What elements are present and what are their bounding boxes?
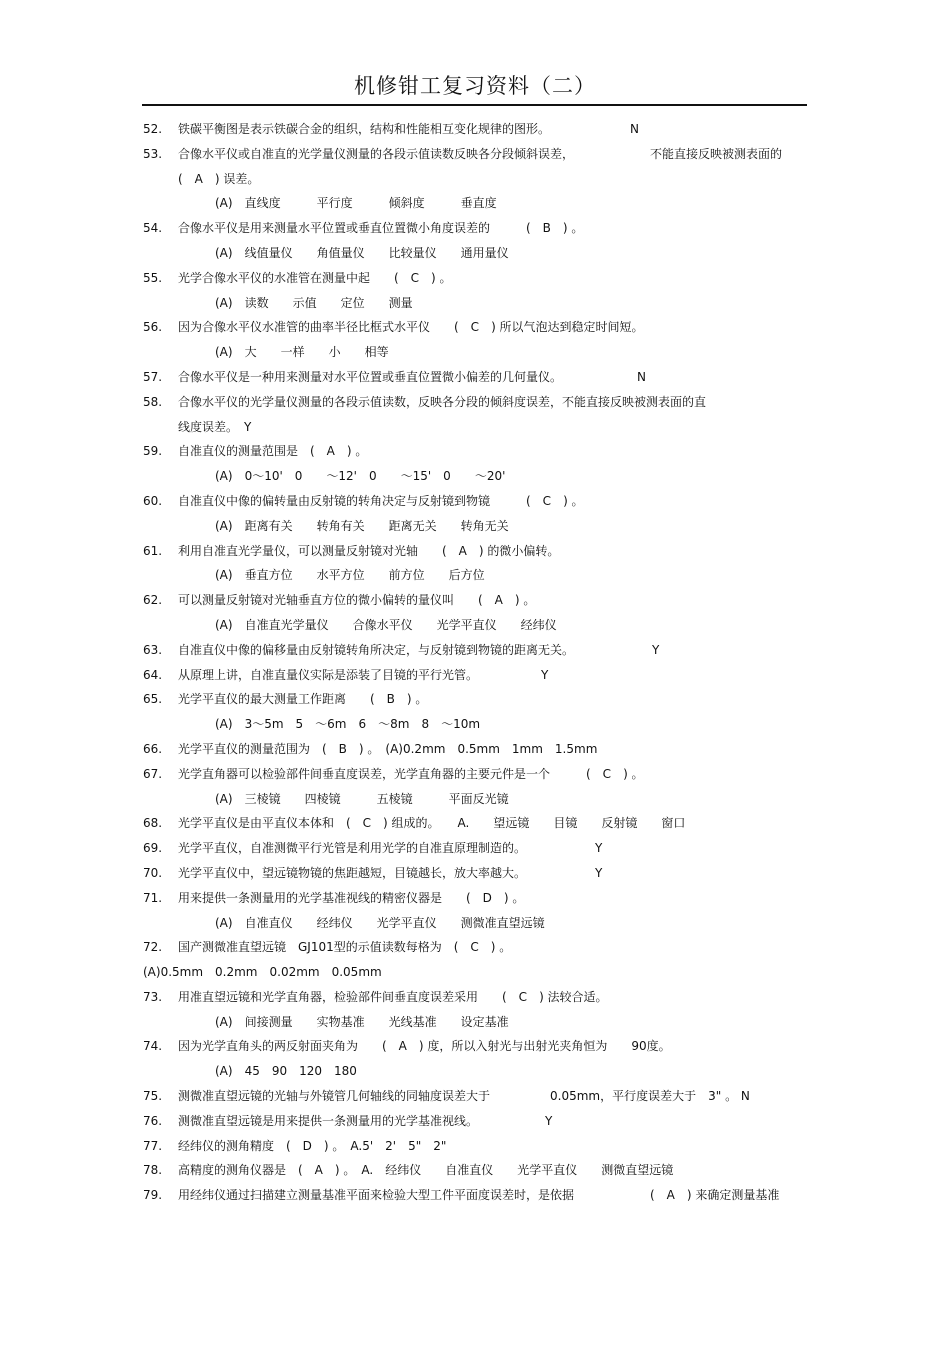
options-line [0, 464, 950, 489]
answer-options: (A) 自准直仪 经纬仪 光学平直仪 测微准直望远镜 [215, 915, 545, 930]
answer-options: (A) 45 90 120 180 [215, 1064, 357, 1079]
options-line [0, 191, 950, 216]
document-title: 机修钳工复习资料（二） [354, 74, 596, 98]
question-line [0, 1134, 950, 1159]
question-text: 光学平直仪中，望远镜物镜的焦距越短，目镜越长，放大率越大。 [178, 865, 527, 880]
question-line [0, 142, 950, 167]
answer-mark: Y [545, 1113, 553, 1128]
continuation-line [0, 167, 950, 192]
question-line [0, 439, 950, 464]
question-line [0, 886, 950, 911]
answer-mark: Y [541, 667, 549, 682]
question-number: 69. [143, 841, 163, 856]
question-number: 75. [143, 1089, 163, 1104]
answer-mark: N [637, 369, 646, 384]
question-line [0, 836, 950, 861]
question-text: 国产测微准直望远镜 GJ101型的示值读数每格为 ( C ) 。 [178, 940, 512, 955]
question-text: 从原理上讲，自准直量仪实际是添装了目镜的平行光管。 [178, 667, 479, 682]
options-line [0, 712, 950, 737]
question-number: 70. [143, 865, 163, 880]
question-number: 66. [143, 741, 163, 756]
answer-options: (A) 自准直光学量仪 合像水平仪 光学平直仪 经纬仪 [215, 617, 557, 632]
question-text: 合像水平仪是用来测量水平位置或垂直位置微小角度误差的 ( B ) 。 [178, 221, 584, 236]
question-number: 60. [143, 493, 163, 508]
question-text: 合像水平仪或自准直的光学量仪测量的各段示值读数反映各分段倾斜误差， [178, 146, 575, 161]
options-line [0, 340, 950, 365]
question-line [0, 315, 950, 340]
options-line [0, 1059, 950, 1084]
question-text: 光学平直仪，自准测微平行光管是利用光学的自准直原理制造的。 [178, 841, 527, 856]
answer-mark: ( A ) 来确定测量基准 [650, 1188, 780, 1203]
answer-options: (A) 3～5m 5 ～6m 6 ～8m 8 ～10m [215, 717, 481, 732]
question-line [0, 117, 950, 142]
question-number: 65. [143, 692, 163, 707]
answer-mark: Y [595, 865, 603, 880]
question-text: 用经纬仪通过扫描建立测量基准平面来检验大型工件平面度误差时，是依据 [178, 1188, 575, 1203]
answer-options: (A) 间接测量 实物基准 光线基准 设定基准 [215, 1014, 509, 1029]
question-text: 因为光学直角头的两反射面夹角为 ( A ) 度，所以入射光与出射光夹角恒为 90度。 [178, 1039, 671, 1054]
question-line [0, 687, 950, 712]
question-line [0, 1158, 950, 1183]
question-number: 73. [143, 989, 163, 1004]
question-line [0, 811, 950, 836]
answer-options: (A) 垂直方位 水平方位 前方位 后方位 [215, 568, 485, 583]
question-line [0, 1034, 950, 1059]
question-number: 63. [143, 642, 163, 657]
options-line [0, 291, 950, 316]
question-line [0, 1183, 950, 1208]
question-line [0, 489, 950, 514]
options-line [0, 613, 950, 638]
answer-mark: 不能直接反映被测表面的 [650, 146, 783, 161]
question-line [0, 1084, 950, 1109]
question-text-continued: ( A ) 误差。 [178, 171, 260, 186]
question-number: 71. [143, 890, 163, 905]
question-text: 利用自准直光学量仪，可以测量反射镜对光轴 ( A ) 的微小偏转。 [178, 543, 560, 558]
question-line [0, 390, 950, 415]
question-number: 52. [143, 122, 163, 136]
question-list [0, 117, 950, 1208]
question-line [0, 935, 950, 960]
answer-mark: 0.05mm，平行度误差大于 3" 。 N [550, 1089, 750, 1104]
question-text: 光学平直仪是由平直仪本体和 ( C ) 组成的。 A. 望远镜 目镜 反射镜 窗口 [178, 816, 686, 831]
question-text: 自准直仪的测量范围是 ( A ) 。 [178, 444, 368, 459]
question-number: 64. [143, 667, 163, 682]
question-text: 光学平直仪的测量范围为 ( B ) 。 (A)0.2mm 0.5mm 1mm 1.5mm [178, 741, 598, 756]
question-text: 高精度的测角仪器是 ( A ) 。 A. 经纬仪 自准直仪 光学平直仪 测微直望远镜 [178, 1163, 674, 1178]
options-line [0, 1010, 950, 1035]
answer-options: (A) 三棱镜 四棱镜 五棱镜 平面反光镜 [215, 791, 509, 806]
question-text-continued: 线度误差。 Y [178, 419, 252, 434]
question-number: 55. [143, 270, 163, 285]
question-number: 58. [143, 394, 163, 409]
question-number: 67. [143, 766, 163, 781]
question-number: 53. [143, 146, 163, 161]
options-line [0, 911, 950, 936]
question-line [0, 737, 950, 762]
question-text: 用准直望远镜和光学直角器，检验部件间垂直度误差采用 ( C ) 法较合适。 [178, 989, 608, 1004]
answer-options: (A) 线值量仪 角值量仪 比较量仪 通用量仪 [215, 245, 509, 260]
question-text: 铁碳平衡图是表示铁碳合金的组织，结构和性能相互变化规律的图形。 [178, 122, 551, 136]
question-text: 自准直仪中像的偏移量由反射镜转角所决定，与反射镜到物镜的距离无关。 [178, 642, 575, 657]
question-number: 56. [143, 320, 163, 335]
options-line [0, 241, 950, 266]
question-line [0, 588, 950, 613]
question-text: 光学平直仪的最大测量工作距离 ( B ) 。 [178, 692, 428, 707]
answer-mark: N [630, 122, 639, 136]
question-line [0, 1109, 950, 1134]
question-number: 68. [143, 816, 163, 831]
question-number: 57. [143, 369, 163, 384]
question-line [0, 266, 950, 291]
question-text: 用来提供一条测量用的光学基准视线的精密仪器是 ( D ) 。 [178, 890, 525, 905]
continuation-line [0, 960, 950, 985]
question-number: 62. [143, 593, 163, 608]
question-text: 合像水平仪是一种用来测量对水平位置或垂直位置微小偏差的几何量仪。 [178, 369, 563, 384]
question-line [0, 216, 950, 241]
question-line [0, 663, 950, 688]
question-number: 78. [143, 1163, 163, 1178]
question-line [0, 762, 950, 787]
question-number: 74. [143, 1039, 163, 1054]
question-text: 因为合像水平仪水准管的曲率半径比框式水平仪 ( C ) 所以气泡达到稳定时间短。 [178, 320, 644, 335]
answer-options: (A) 直线度 平行度 倾斜度 垂直度 [215, 196, 497, 211]
question-line [0, 985, 950, 1010]
question-text: 光学合像水平仪的水准管在测量中起 ( C ) 。 [178, 270, 452, 285]
answer-options: (A) 读数 示值 定位 测量 [215, 295, 413, 310]
question-number: 61. [143, 543, 163, 558]
question-number: 59. [143, 444, 163, 459]
question-line [0, 365, 950, 390]
answer-options: (A) 距离有关 转角有关 距离无关 转角无关 [215, 518, 509, 533]
continuation-line [0, 415, 950, 440]
question-text: 可以测量反射镜对光轴垂直方位的微小偏转的量仪叫 ( A ) 。 [178, 593, 536, 608]
question-number: 76. [143, 1113, 163, 1128]
question-number: 54. [143, 221, 163, 236]
question-text: 测微准直望远镜是用来提供一条测量用的光学基准视线。 [178, 1113, 479, 1128]
question-text: 合像水平仪的光学量仪测量的各段示值读数，反映各分段的倾斜度误差，不能直接反映被测表面的直 [178, 394, 707, 409]
answer-mark: Y [652, 642, 660, 657]
question-text: 光学直角器可以检验部件间垂直度误差，光学直角器的主要元件是一个 ( C ) 。 [178, 766, 644, 781]
answer-options: (A) 0～10' 0 ～12' 0 ～15' 0 ～20' [215, 469, 506, 484]
question-text-continued: (A)0.5mm 0.2mm 0.02mm 0.05mm [143, 965, 382, 980]
question-number: 79. [143, 1188, 163, 1203]
question-text: 经纬仪的测角精度 ( D ) 。 A.5' 2' 5" 2" [178, 1138, 447, 1153]
question-line [0, 638, 950, 663]
answer-options: (A) 大 一样 小 相等 [215, 345, 389, 360]
question-line [0, 539, 950, 564]
options-line [0, 514, 950, 539]
question-text: 测微准直望远镜的光轴与外镜管几何轴线的同轴度误差大于 [178, 1089, 491, 1104]
question-number: 77. [143, 1138, 163, 1153]
question-text: 自准直仪中像的偏转量由反射镜的转角决定与反射镜到物镜 ( C ) 。 [178, 493, 584, 508]
title-underline [142, 104, 807, 106]
options-line [0, 563, 950, 588]
question-number: 72. [143, 940, 163, 955]
answer-mark: Y [595, 841, 603, 856]
options-line [0, 787, 950, 812]
question-line [0, 861, 950, 886]
